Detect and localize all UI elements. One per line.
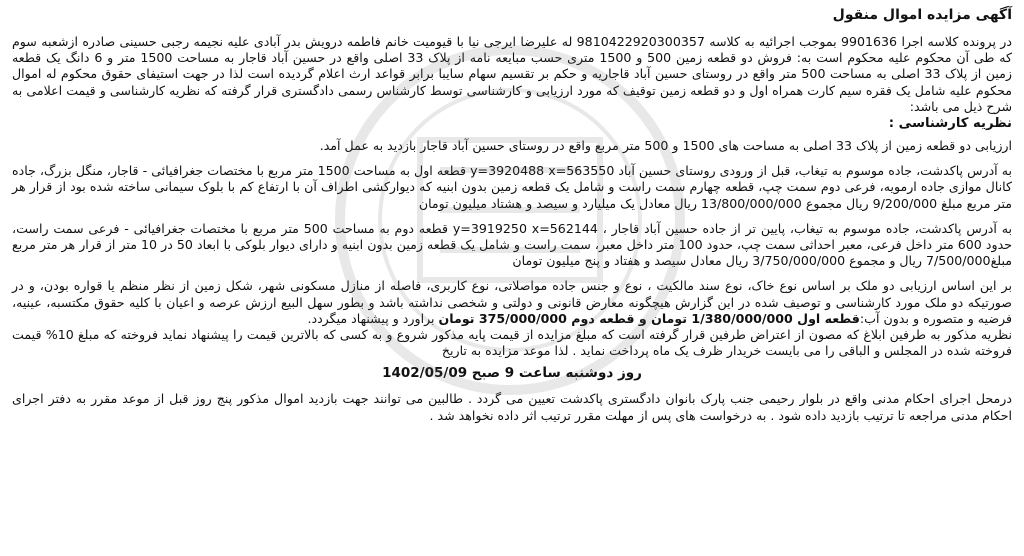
valuation-basis-paragraph — [12, 278, 1012, 327]
notice-title: آگهی مزایده اموال منقول — [832, 7, 1012, 23]
valuation-basis-end: براورد و پیشنهاد میگردد. — [307, 310, 439, 326]
expert-opinion-heading: نظریه کارشناسی : — [888, 116, 1012, 132]
auction-notice-paragraph: نظریه مذکور به طرفین ابلاغ که مصون از اعتراض طرفین قرار گرفته است که مبلغ مزایده از قیمت پایه مذکور شروع و به کسی که بالاترین قیمت را پیشنهاد نماید فروخته که مبلغ 10% قیمت فروخته شده در المجلس و الباقی را می بایست خریدار ظرف یک ماه پرداخت نماید . لذا موعد مزایده به تاریخ — [12, 327, 1012, 359]
evaluation-paragraph: ارزیابی دو قطعه زمین از پلاک 33 اصلی به مساحت های 1500 و 500 متر مربع واقع در روستای حسین آباد قاجار بازدید به عمل آمد. — [319, 138, 1012, 154]
plot-one-paragraph: به آدرس پاکدشت، جاده موسوم به تیغاب، قبل از ورودی روستای حسین آباد y=3920488 x=563550 قطعه اول به مساحت 1500 متر مربع با مختصات جغرافیائی - قاجار، منگل بزرگ، جاده کانال موازی جاده ارمویه، فرعی دوم سمت چپ، قطعه چهارم سمت راست و شامل یک قطعه زمین بدون ابنیه که دیوارکشی اطراف آن با ارتفاع کم با بلوک سیمانی ساخته شده بود از قرار هر متر مربع مبلغ 9/200/000 ریال مجموع 13/800/000/000 ریال معادل یک میلیارد و سیصد و هشتاد میلیون تومان — [12, 163, 1012, 211]
valuation-basis-text: بر این اساس ارزیابی دو ملک بر اساس نوع خاک، نوع سند مالکیت ، نوع و جنس جاده مواصلاتی، نوع کاربری، فاصله از منازل مسکونی شهر، شکل زمین از نظر منظم یا قواره بودن، و در صورتیکه دو ملک مورد کارشناسی و توصیف شده در این گزارش هیچگونه معارض قانونی و دولتی و شخصی نداشته باشد و بطور سهل البیع ارزش عرصه و اعیان با کلیه حقوق مکتسبه، عینیه، فرضیه و متصوره و بدون آب: — [12, 278, 1012, 326]
intro-paragraph: در پرونده کلاسه اجرا 9901636 بموجب اجرائیه به کلاسه 9810422920300357 له علیرضا ایرجی نیا با قیومیت خانم فاطمه درویش بدر آبادی علیه نجیمه رجبی حسینی صادره ازشعبه سوم که طی آن محکوم علیه محکوم است به: فروش دو قطعه زمین 500 و 1500 متری حسب مبایعه نامه از پلاک 33 اصلی واقع در حسین آباد قاجار به مساحت 1500 متر و 6 دانگ یک قطعه زمین از پلاک 33 اصلی به مساحت 500 متر واقع در روستای حسین آباد قاجاریه و حکم بر تقسیم سهام سایبا برابر قواعد ارث اعلام گردیده است لذا در جهت استیفای حقوق محکوم له اموال محکوم علیه شامل یک فقره سیم کارت همراه اول و دو قطعه زمین توقیف که مورد ارزیابی و کارشناسی توسط کارشناس رسمی دادگستری قرار گرفته که نظریه کارشناسی و قیمت اعلامی به شرح ذیل می باشد: — [12, 34, 1013, 114]
location-paragraph: درمحل اجرای احکام مدنی واقع در بلوار رحیمی جنب پارک بانوان دادگستری پاکدشت تعیین می گردد . طالبین می توانند جهت بازدید اموال مذکور پنج روز قبل از موعد مقرر به دفتر اجرای احکام مدنی مراجعه تا ترتیب بازدید داده شود . به درخواست های پس از مهلت مقرر ترتیب اثر داده نخواهد شد . — [12, 391, 1012, 423]
plot-two-paragraph: به آدرس پاکدشت، جاده موسوم به تیغاب، پایین تر از جاده حسین آباد قاجار ، y=3919250 x=562144 قطعه دوم به مساحت 500 متر مربع با مختصات جغرافیائی - فرعی سمت راست، حدود 600 متر داخل فرعی، معبر احداثی سمت چپ، حدود 100 متر داخل معبر، سمت راست و شامل یک قطعه زمین بدون ابنیه و دارای دیوار بلوکی با ابعاد 50 در 10 متر از قرار هر متر مربع مبلغ7/500/000 ریال و مجموع 3/750/000/000 ریال معادل سیصد و هفتاد و پنج میلیون تومان — [12, 220, 1012, 269]
auction-date: روز دوشنبه ساعت 9 صبح 1402/05/09 — [382, 365, 642, 382]
valuation-amounts: قطعه اول 1/380/000/000 تومان و قطعه دوم 375/000/000 تومان — [438, 310, 860, 326]
